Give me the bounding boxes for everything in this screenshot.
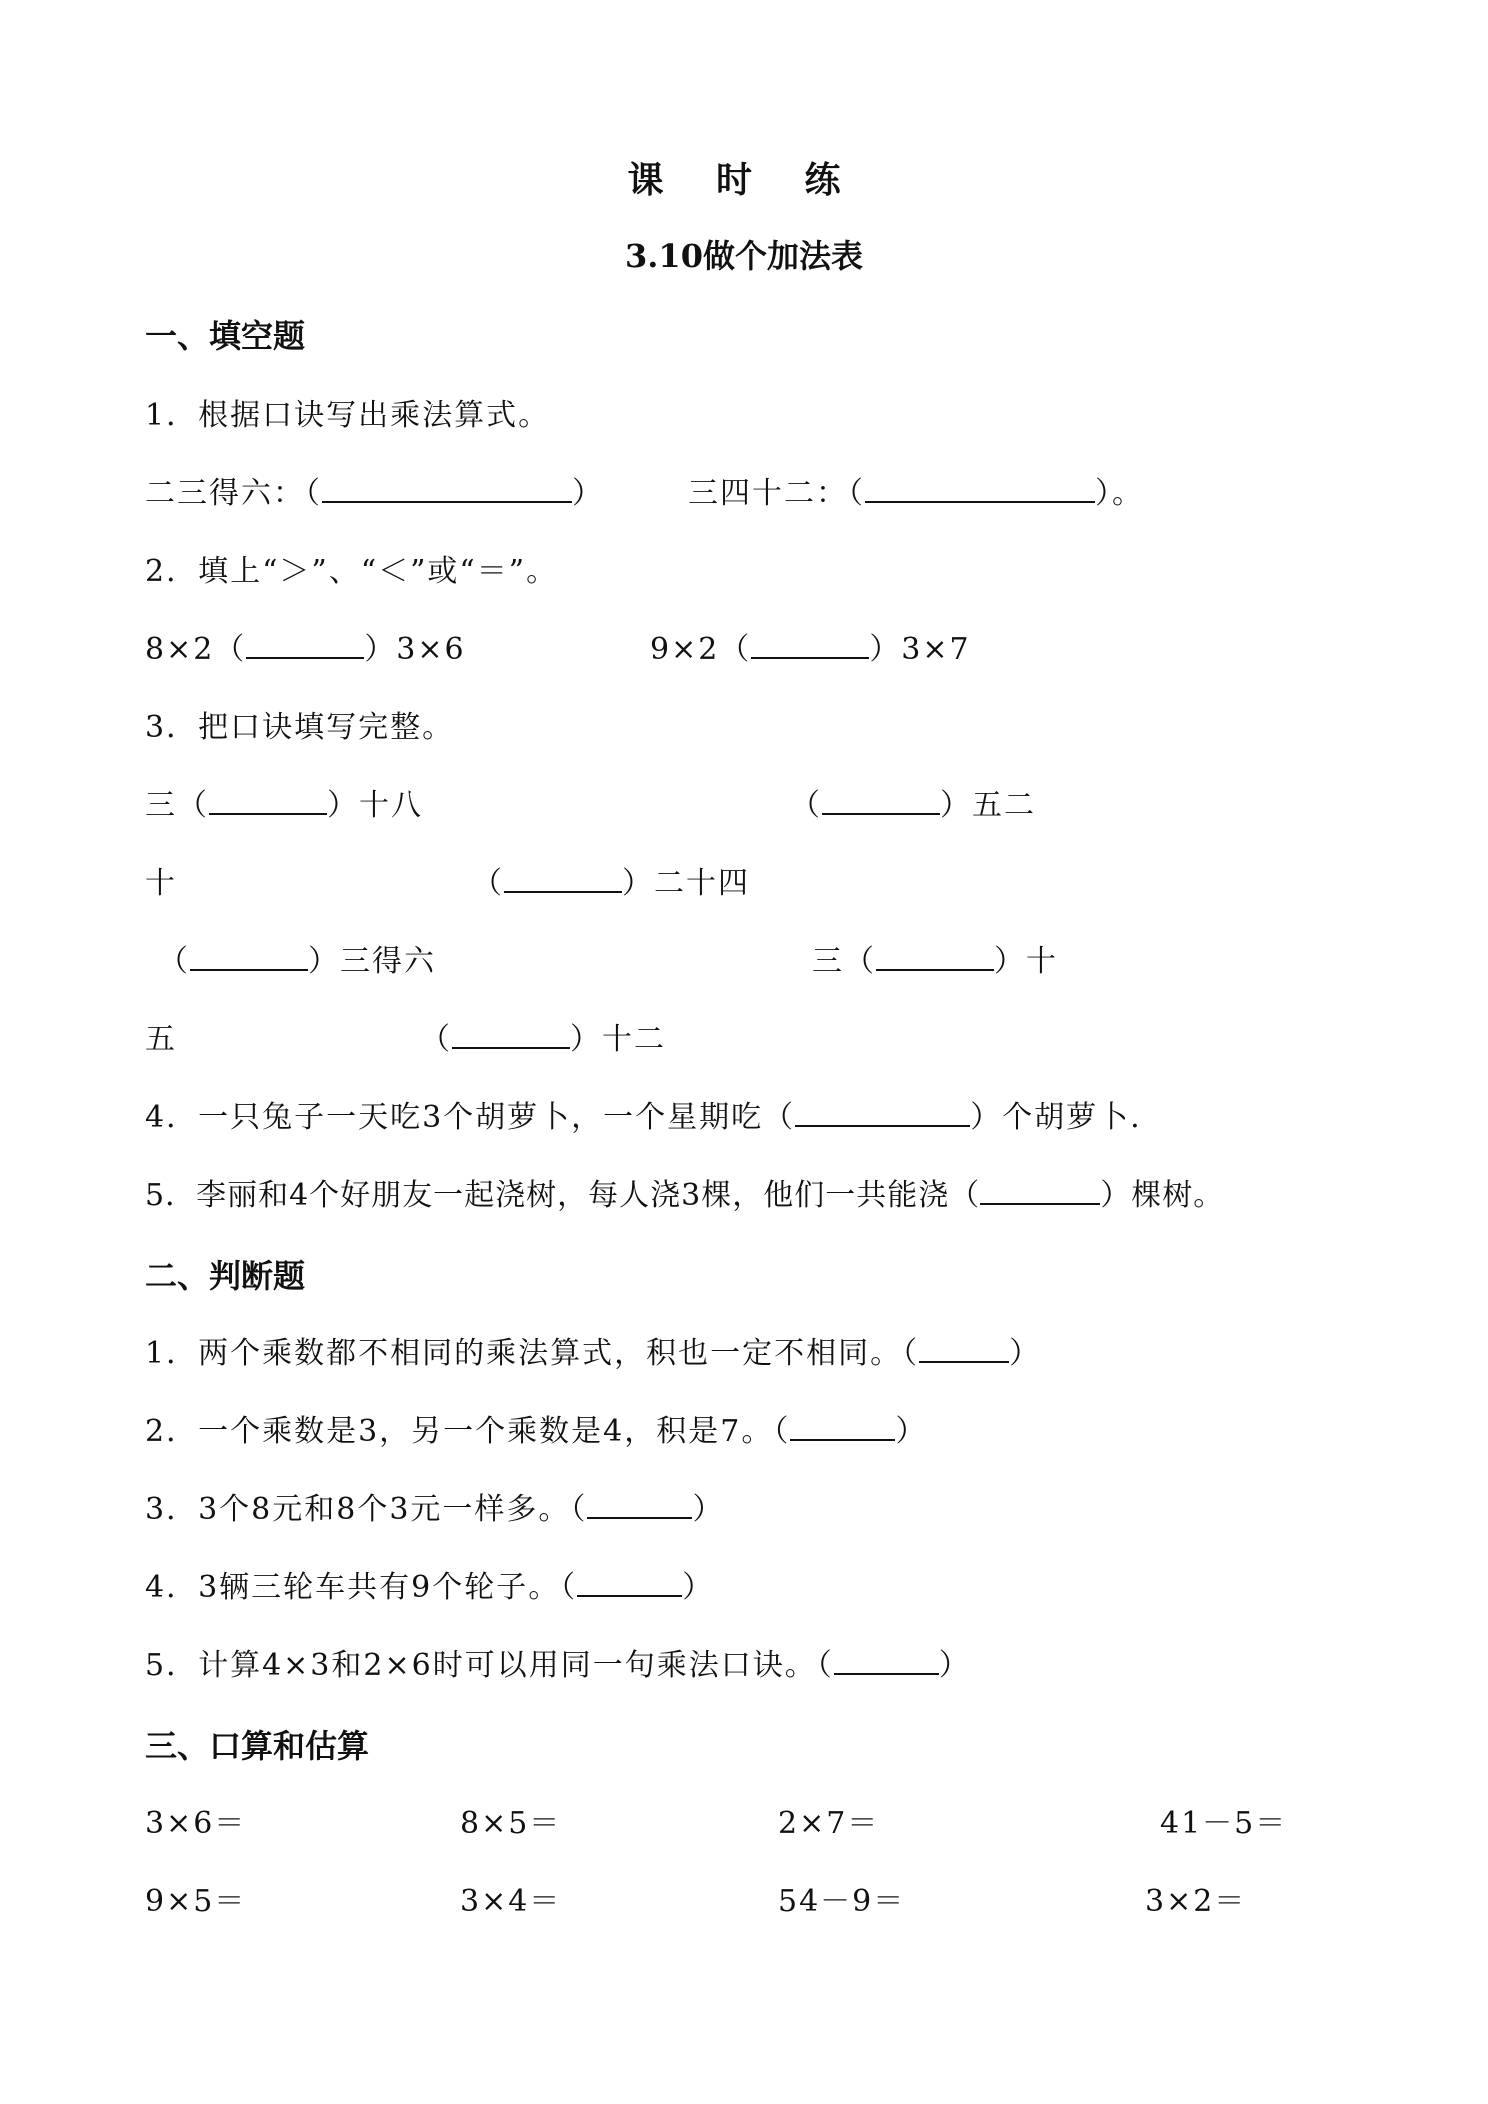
math-problem: 41－5＝ bbox=[1160, 1806, 1288, 1841]
section-heading-true-false: 二、判断题 bbox=[145, 1257, 306, 1295]
q3-row1b bbox=[790, 786, 1036, 826]
tf-close: ） bbox=[692, 1492, 725, 1527]
q3-r1a-right: ）十八 bbox=[327, 788, 423, 823]
answer-blank[interactable] bbox=[246, 631, 364, 659]
q2a-right: ）3×6 bbox=[364, 632, 466, 667]
answer-blank[interactable] bbox=[322, 475, 572, 503]
math-problem: 3×4＝ bbox=[460, 1884, 562, 1919]
answer-blank[interactable] bbox=[190, 943, 308, 971]
q3-r1a-left: 三（ bbox=[145, 788, 209, 823]
math-problem: 9×5＝ bbox=[145, 1884, 247, 1919]
q1a-close: ） bbox=[572, 476, 604, 511]
tf-close: ） bbox=[895, 1414, 928, 1449]
question-4 bbox=[145, 1098, 1142, 1138]
answer-blank[interactable] bbox=[504, 865, 622, 893]
answer-blank[interactable] bbox=[790, 1413, 895, 1441]
q2b-right: ）3×7 bbox=[869, 632, 971, 667]
q3-row3a bbox=[158, 942, 436, 982]
q5-right: ）棵树。 bbox=[1100, 1178, 1225, 1213]
answer-blank[interactable] bbox=[795, 1099, 970, 1127]
tf-item-text: 3．3个8元和8个3元一样多。（ bbox=[145, 1492, 588, 1527]
q5-left: 5．李丽和4个好朋友一起浇树，每人浇3棵，他们一共能浇（ bbox=[145, 1178, 981, 1213]
tf-item-text: 5．计算4×3和2×6时可以用同一句乘法口诀。（ bbox=[145, 1648, 834, 1683]
q3-row4b bbox=[420, 1020, 666, 1060]
question-5 bbox=[145, 1176, 1224, 1216]
q3-r1b-left: （ bbox=[790, 788, 822, 823]
math-problem: 3×6＝ bbox=[145, 1806, 247, 1841]
section-heading-fill-blank: 一、填空题 bbox=[145, 317, 306, 355]
answer-blank[interactable] bbox=[577, 1569, 682, 1597]
q4-left: 4．一只兔子一天吃3个胡萝卜，一个星期吃（ bbox=[145, 1100, 796, 1135]
answer-blank[interactable] bbox=[919, 1335, 1009, 1363]
question-2a-row bbox=[145, 630, 466, 670]
q1b-label: 三四十二：（ bbox=[688, 476, 865, 511]
tf-item-text: 1．两个乘数都不相同的乘法算式，积也一定不相同。（ bbox=[145, 1336, 920, 1371]
tf-item-3 bbox=[145, 1490, 724, 1530]
q3-r3b-left: 三（ bbox=[812, 944, 876, 979]
q3-r2b-right: ）二十四 bbox=[622, 866, 750, 901]
q3-row1a bbox=[145, 786, 423, 826]
q3-r4b-left: （ bbox=[420, 1022, 452, 1057]
answer-blank[interactable] bbox=[876, 943, 994, 971]
q3-row2a: 十 bbox=[145, 866, 177, 901]
lesson-subtitle: 3.10做个加法表 bbox=[625, 237, 863, 275]
q3-r4b-right: ）十二 bbox=[570, 1022, 666, 1057]
question-1-row bbox=[145, 474, 604, 514]
answer-blank[interactable] bbox=[822, 787, 940, 815]
q2a-left: 8×2（ bbox=[145, 632, 247, 667]
question-1-text: 1．根据口诀写出乘法算式。 bbox=[145, 398, 551, 433]
q1b-close: ）。 bbox=[1095, 476, 1144, 511]
tf-item-1 bbox=[145, 1334, 1041, 1374]
answer-blank[interactable] bbox=[865, 475, 1095, 503]
tf-item-text: 2．一个乘数是3，另一个乘数是4，积是7。（ bbox=[145, 1414, 791, 1449]
math-problem: 54－9＝ bbox=[778, 1884, 906, 1919]
answer-blank[interactable] bbox=[452, 1021, 570, 1049]
answer-blank[interactable] bbox=[209, 787, 327, 815]
tf-item-text: 4．3辆三轮车共有9个轮子。（ bbox=[145, 1570, 578, 1605]
q3-row3b bbox=[812, 942, 1058, 982]
question-3-text: 3．把口诀填写完整。 bbox=[145, 710, 455, 745]
q3-r1b-right: ）五二 bbox=[940, 788, 1036, 823]
tf-item-5 bbox=[145, 1646, 971, 1686]
q4-right: ）个胡萝卜. bbox=[970, 1100, 1142, 1135]
page-title: 课 时 练 bbox=[627, 159, 861, 201]
math-problem: 2×7＝ bbox=[778, 1806, 880, 1841]
q3-r3b-right: ）十 bbox=[994, 944, 1058, 979]
q2b-left: 9×2（ bbox=[650, 632, 752, 667]
answer-blank[interactable] bbox=[751, 631, 869, 659]
math-problem: 8×5＝ bbox=[460, 1806, 562, 1841]
answer-blank[interactable] bbox=[834, 1647, 939, 1675]
q3-row2b bbox=[472, 864, 750, 904]
answer-blank[interactable] bbox=[980, 1177, 1100, 1205]
question-1b-row bbox=[688, 474, 1144, 514]
tf-close: ） bbox=[1009, 1336, 1042, 1371]
tf-close: ） bbox=[938, 1648, 971, 1683]
q3-r3a-right: ）三得六 bbox=[308, 944, 436, 979]
q3-row4a: 五 bbox=[145, 1022, 177, 1057]
tf-item-4 bbox=[145, 1568, 714, 1608]
tf-close: ） bbox=[682, 1570, 715, 1605]
question-2b-row bbox=[650, 630, 971, 670]
q3-r3a-left: （ bbox=[158, 944, 190, 979]
q3-r2b-left: （ bbox=[472, 866, 504, 901]
math-problem: 3×2＝ bbox=[1145, 1884, 1247, 1919]
tf-item-2 bbox=[145, 1412, 927, 1452]
q1a-label: 二三得六：（ bbox=[145, 476, 322, 511]
section-heading-mental-math: 三、口算和估算 bbox=[145, 1727, 370, 1765]
answer-blank[interactable] bbox=[587, 1491, 692, 1519]
question-2-text: 2．填上“＞”、“＜”或“＝”。 bbox=[145, 554, 559, 589]
